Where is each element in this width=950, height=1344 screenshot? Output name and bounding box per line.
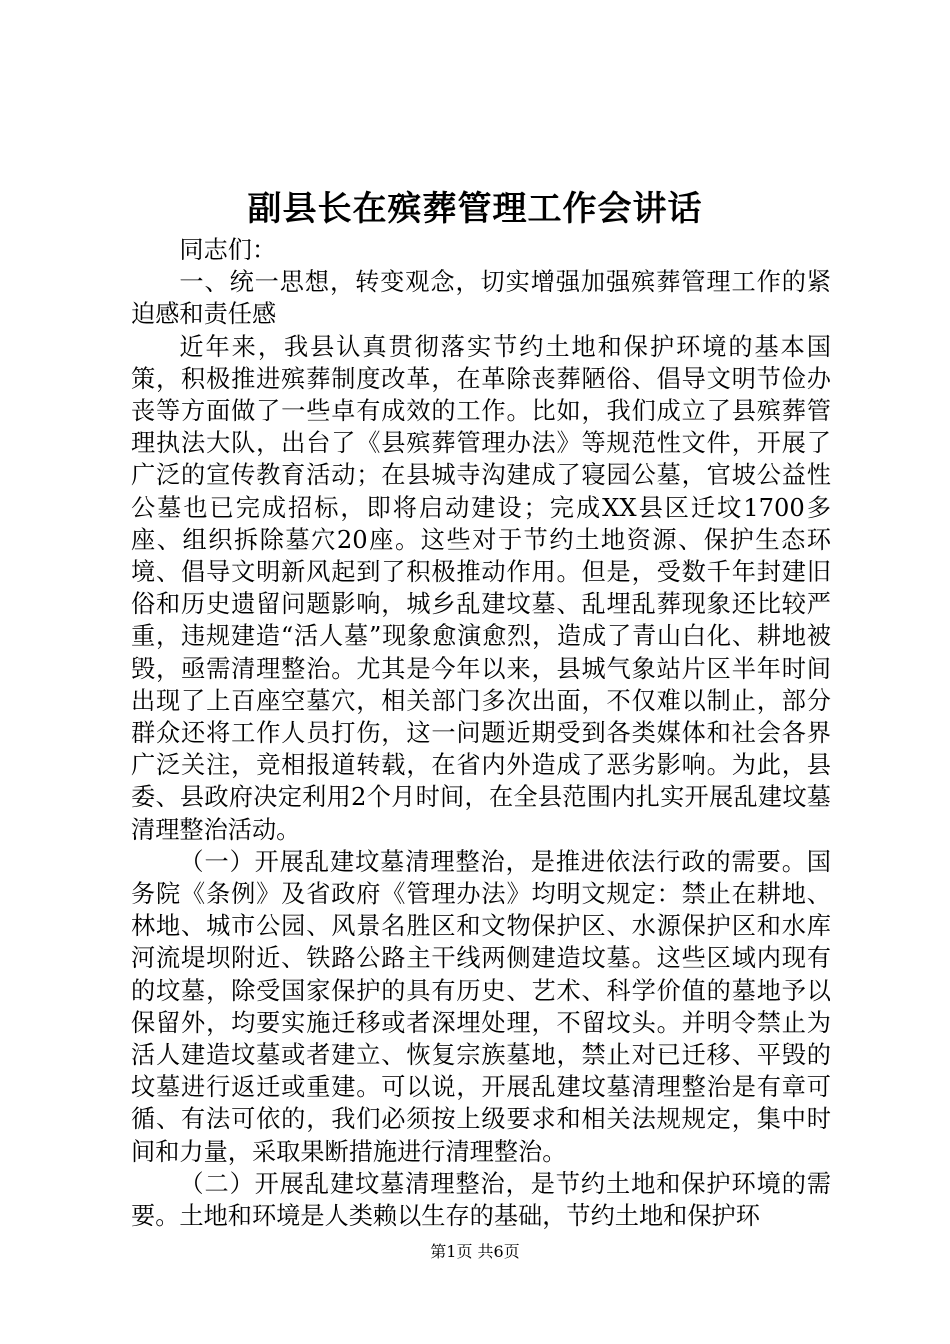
salutation-paragraph: 同志们： <box>179 236 277 264</box>
page-number-footer: 第1页 共6页 <box>430 1242 520 1261</box>
body-paragraph: 近年来，我县认真贯彻落实节约土地和保护环境的基本国策，积极推进殡葬制度改革，在革除丧葬陋俗、倡导文明节俭办丧等方面做了一些卓有成效的工作。比如，我们成立了县殡葬管理执法大队，出台了《县殡葬管理办法》等规范性文件，开展了广泛的宣传教育活动；在县城寺沟建成了寝园公墓，官坡公益性公墓也已完成招标，即将启动建设；完成XX县区迁坟1700多座、组织拆除墓穴20座。这些对于节约土地资源、保护生态环境、倡导文明新风起到了积极推动作用。但是，受数千年封建旧俗和历史遗留问题影响，城乡乱建坟墓、乱埋乱葬现象还比较严重，违规建造“活人墓”现象愈演愈烈，造成了青山白化、耕地被毁，亟需清理整治。尤其是今年以来，县城气象站片区半年时间出现了上百座空墓穴，相关部门多次出面，不仅难以制止，部分群众还将工作人员打伤，这一问题近期受到各类媒体和社会各界广泛关注，竞相报道转载，在省内外造成了恶劣影响。为此，县委、县政府决定利用2个月时间，在全县范围内扎实开展乱建坟墓清理整治活动。 <box>131 332 831 844</box>
body-paragraph: （二）开展乱建坟墓清理整治，是节约土地和保护环境的需要。土地和环境是人类赖以生存的基础，节约土地和保护环 <box>131 1169 831 1231</box>
document-body <box>131 234 831 1232</box>
body-paragraph: （一）开展乱建坟墓清理整治，是推进依法行政的需要。国务院《条例》及省政府《管理办法》均明文规定：禁止在耕地、林地、城市公园、风景名胜区和文物保护区、水源保护区和水库河流堤坝附近、铁路公路主干线两侧建造坟墓。这些区域内现有的坟墓，除受国家保护的具有历史、艺术、科学价值的墓地予以保留外，均要实施迁移或者深埋处理，不留坟头。并明令禁止为活人建造坟墓或者建立、恢复宗族墓地，禁止对已迁移、平毁的坟墓进行返迁或重建。可以说，开展乱建坟墓清理整治是有章可循、有法可依的，我们必须按上级要求和相关法规规定，集中时间和力量，采取果断措施进行清理整治。 <box>131 847 831 1166</box>
page-title: 副县长在殡葬管理工作会讲话 <box>247 189 703 229</box>
section-heading-paragraph: 一、统一思想，转变观念，切实增强加强殡葬管理工作的紧迫感和责任感 <box>131 268 831 329</box>
